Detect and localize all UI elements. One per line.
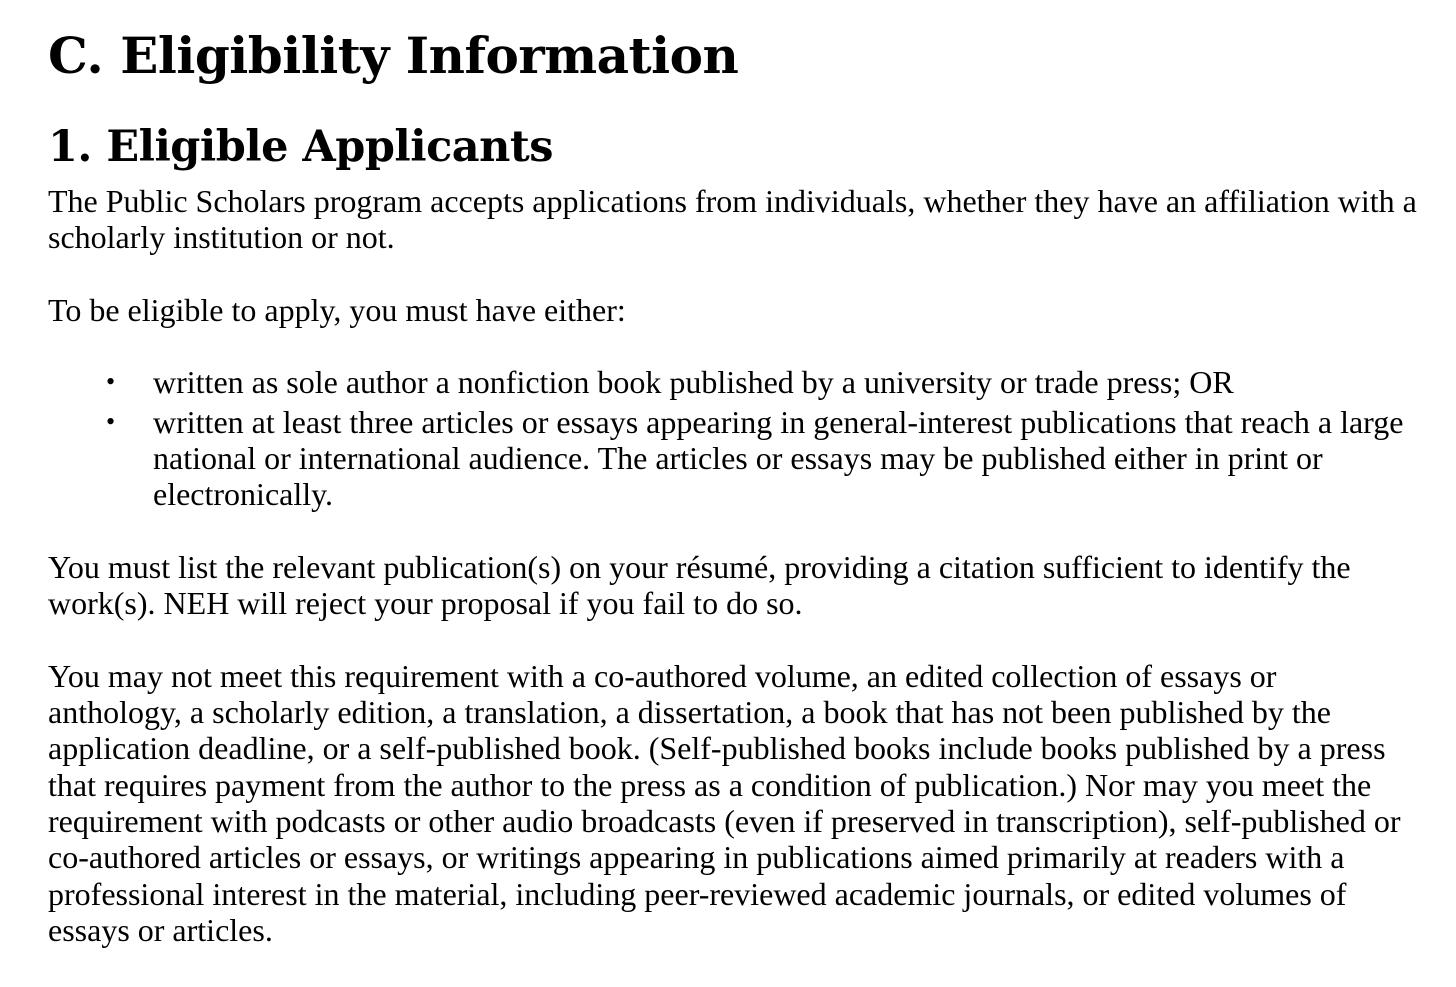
body-text [48,183,1418,985]
list-item-text: written at least three articles or essays appearing in general-interest publications that reach a large national or international audience. The articles or essays may be published either in print or electronically. [153,403,1404,513]
intro-paragraph: The Public Scholars program accepts applications from individuals, whether they have an affiliation with a scholarly institution or not. [48,183,1417,256]
list-item [48,404,1418,513]
exclusions-paragraph: You may not meet this requirement with a co-authored volume, an edited collection of essays or anthology, a scholarly edition, a translation, a dissertation, a book that has not been published by the application deadline, or a self-published book. (Self-published books include books published by a press that requires payment from the author to the press as a condition of publication.) Nor may you meet the requirement with podcasts or other audio broadcasts (even if preserved in transcription), self-published or co-authored articles or essays, or writings appearing in publications aimed primarily at readers with a professional interest in the material, including peer-reviewed academic journals, or edited volumes of essays or articles. [48,657,1401,948]
resume-note-paragraph: You must list the relevant publication(s) on your résumé, providing a citation sufficient to identify the work(s). NEH will reject your proposal if you fail to do so. [48,548,1351,622]
list-item-text: written as sole author a nonfiction book published by a university or trade press; OR [153,364,1234,401]
bullet-icon: • [106,367,116,397]
requirements-list [48,364,1418,512]
requirement-lead-paragraph: To be eligible to apply, you must have either: [48,291,626,328]
list-item [48,364,1418,400]
subsection-heading: 1. Eligible Applicants [48,122,553,172]
section-heading: C. Eligibility Information [48,26,739,85]
bullet-icon: • [106,406,116,436]
